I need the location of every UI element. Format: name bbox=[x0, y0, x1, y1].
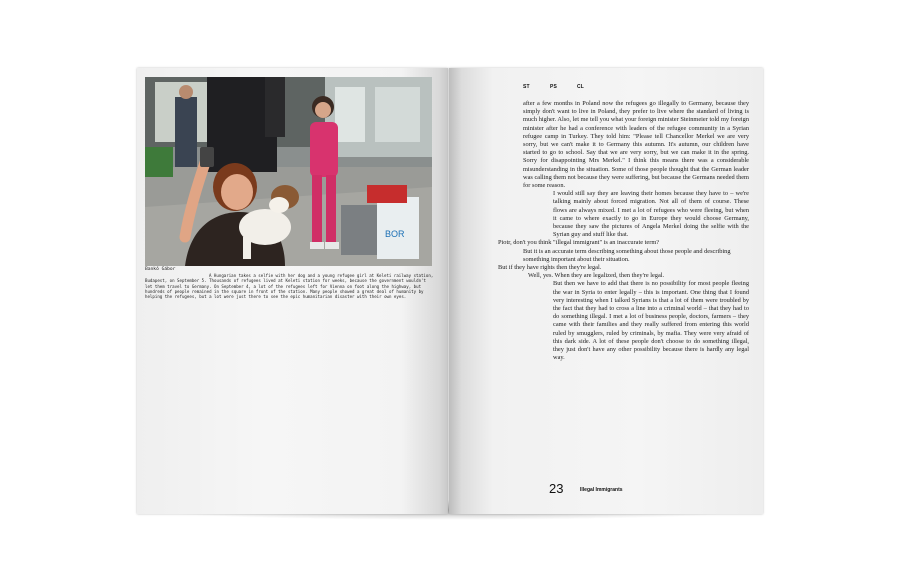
photo-credit: Bankó Gábor bbox=[145, 267, 176, 272]
photo-illustration bbox=[145, 77, 432, 266]
question-2: But if they have rights then they're legal. bbox=[498, 264, 602, 272]
running-title: Illegal Immigrants bbox=[580, 487, 623, 493]
header-cl: CL bbox=[577, 84, 585, 90]
question-1: Piotr, don't you think "illegal immigrant" is an inaccurate term? bbox=[498, 239, 660, 247]
answer-2: Well, yes. When they are legalized, then they're legal. bbox=[528, 272, 665, 280]
article-body bbox=[498, 100, 749, 363]
right-page bbox=[449, 68, 763, 514]
answer-1: But it is an accurate term describing something about those people and describing something important about their situation. bbox=[523, 247, 731, 263]
paragraph-2: I would still say they are leaving their homes because they have to – we're talking mainly about forced migration. Not all of them of course. These flows are always mixed. I met a lot of refugees who were fleeing, but when it came to where exactly to go in Europe they would choose Germany, because they saw the pictures of Angela Merkel doing the selfie with the Syrian guy and stuff like that. bbox=[553, 190, 749, 239]
header-ps: PS bbox=[550, 84, 558, 90]
paragraph-3: But then we have to add that there is no possibility for most people fleeing the war in Syria to enter legally – this is important. One thing that I found very interesting when I talked Syrians is that a lot of them were troubled by the fact that they had to cross a line into a criminal world – that they had to do something illegal. I met a lot of business people, doctors, farmers – they came with their families and they really suffered from entering this world ruled by smugglers, ruled by criminals, by mafia. They were very afraid of this dark side. A lot of these people don't choose to do something illegal, they just don't have any other possibility because there is hardly any legal way. bbox=[553, 280, 749, 362]
left-page bbox=[137, 68, 448, 514]
paragraph-1: after a few months in Poland now the refugees go illegally to Germany, because they simply don't want to live in Poland, they prefer to live where the standard of living is much higher. Also, let me tell you what your foreign minister Steinmeier told my foreign minister after he had a conference with leaders of the refugee community in a Syrian refugee camp in Turkey. They told him: "Please tell Chancellor Merkel we are very sorry, but we can't make it to Germany this autumn. It's autumn, our children have started to go to school. Say that we are very sorry, but we can make it in the spring. Sorry for disappointing Mrs Merkel." I think this means there was a considerable misunderstanding in the situation. Some of those people thought that the German leader was calling them not because they were suffering, but because the Germans needed them for some reason. bbox=[523, 100, 749, 190]
photo bbox=[145, 77, 432, 266]
sign-text: BOR bbox=[385, 229, 405, 239]
page-number: 23 bbox=[549, 481, 564, 496]
photo-caption: A Hungarian takes a selfie with her dog and a young refugee girl at Keleti railway station, Budapest, on September 5. Thousands of refugees lived at Keleti station for weeks, because the government wouldn't let them travel to Germany. On September 4, a lot of the refugees left for Vienna on foot along the highway, but hundreds of people remained in the square in front of the station. Many people showed a great deal of humanity by helping the refugees, but a lot were just there to see the epic humanitarian disaster with their own eyes. bbox=[145, 273, 434, 300]
header-st: ST bbox=[523, 84, 530, 90]
